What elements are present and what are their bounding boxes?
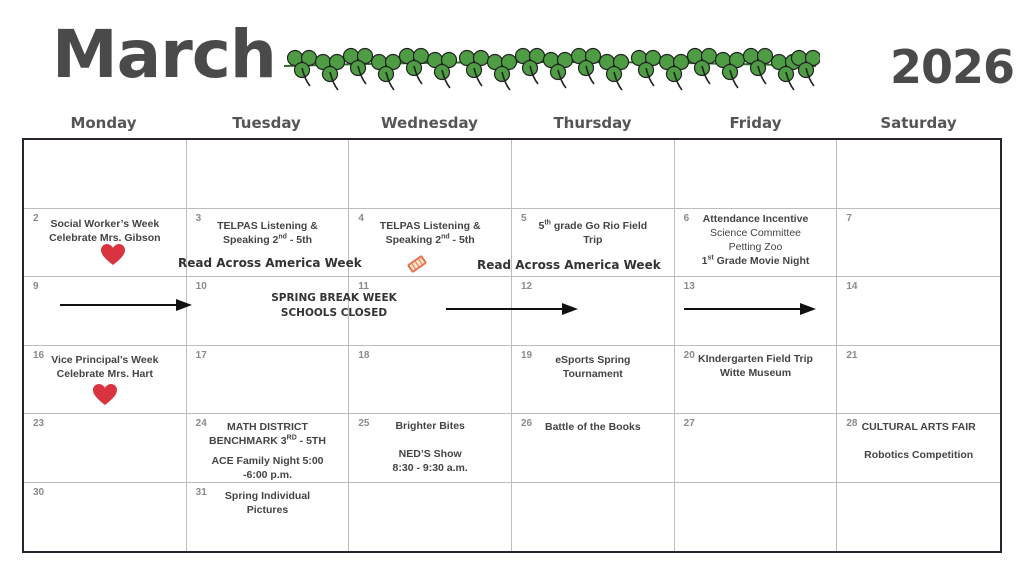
weekday-wednesday: Wednesday xyxy=(381,114,478,132)
event-text: Vice Principal’s Week xyxy=(51,353,159,366)
calendar-cell-empty xyxy=(512,483,675,552)
day-number: 4 xyxy=(358,212,364,224)
event-text: Speaking 2nd - 5th xyxy=(385,233,475,246)
day-number: 9 xyxy=(33,281,39,292)
calendar-cell-mar-17 xyxy=(187,346,350,415)
day-number: 25 xyxy=(358,418,370,429)
calendar-cell-empty xyxy=(349,483,512,552)
day-number: 5 xyxy=(521,212,527,224)
calendar-cell-mar-18 xyxy=(349,346,512,415)
weekday-saturday: Saturday xyxy=(880,114,957,132)
event-text: 5th grade Go Rio Field xyxy=(538,219,648,232)
heart-icon xyxy=(100,243,126,267)
day-number: 23 xyxy=(33,418,45,429)
event-text: Science Committee xyxy=(709,226,802,239)
weekday-tuesday: Tuesday xyxy=(232,114,301,132)
calendar-cell-mar-30 xyxy=(24,483,187,552)
event-text: Speaking 2nd - 5th xyxy=(222,233,313,246)
day-number: 24 xyxy=(195,418,207,429)
calendar-cell-mar-25 xyxy=(349,414,512,483)
event-text: KIndergarten Field Trip xyxy=(698,352,813,365)
read-across-america-label: Read Across America Week xyxy=(477,258,661,272)
calendar-grid xyxy=(22,138,1002,553)
calendar-cell-empty xyxy=(837,483,1000,552)
heart-icon xyxy=(92,383,118,407)
day-number: 18 xyxy=(358,349,370,361)
event-text: CULTURAL ARTS FAIR xyxy=(861,421,976,433)
spring-break-label xyxy=(262,291,406,321)
event-text: NED’S Show xyxy=(398,448,462,460)
event-text: Celebrate Mrs. Hart xyxy=(56,367,153,380)
calendar-cell-mar-16 xyxy=(24,346,187,415)
day-number: 2 xyxy=(33,212,39,224)
day-number: 26 xyxy=(521,418,533,429)
day-number: 31 xyxy=(195,486,207,498)
event-text: 1st Grade Movie Night xyxy=(701,254,810,267)
calendar-cell-mar-31 xyxy=(187,483,350,552)
day-number: 28 xyxy=(846,418,858,429)
day-number: 30 xyxy=(33,486,45,498)
event-text: Social Worker’s Week xyxy=(50,217,160,230)
event-text: TELPAS Listening & xyxy=(379,219,481,232)
day-number: 10 xyxy=(195,281,207,292)
calendar-cell-empty xyxy=(24,140,187,209)
day-number: 14 xyxy=(846,281,858,292)
event-text: Petting Zoo xyxy=(728,240,783,253)
event-text: Battle of the Books xyxy=(544,421,641,433)
read-across-america-label: Read Across America Week xyxy=(178,256,362,270)
day-number: 13 xyxy=(683,281,695,292)
event-text: Trip xyxy=(583,233,603,246)
event-text: eSports Spring xyxy=(555,353,631,366)
event-text: Witte Museum xyxy=(719,366,792,379)
weekday-thursday: Thursday xyxy=(553,114,632,132)
book-icon xyxy=(405,253,429,275)
event-text: BENCHMARK 3RD - 5TH xyxy=(209,434,326,447)
arrow-right-icon xyxy=(682,302,818,316)
schools-closed-text: SCHOOLS CLOSED xyxy=(280,307,388,319)
day-number: 20 xyxy=(683,349,695,361)
day-number: 11 xyxy=(358,281,369,292)
event-text: -6:00 p.m. xyxy=(242,469,292,481)
calendar-cell-mar-14 xyxy=(837,277,1000,346)
day-number: 7 xyxy=(846,212,852,224)
spring-break-title: SPRING BREAK WEEK xyxy=(271,292,397,304)
event-text: 8:30 - 9:30 a.m. xyxy=(392,462,468,474)
event-text: Pictures xyxy=(246,503,289,516)
calendar-cell-mar-20 xyxy=(675,346,838,415)
day-number: 17 xyxy=(195,349,207,361)
day-number: 21 xyxy=(846,349,858,361)
weekday-monday: Monday xyxy=(70,114,137,132)
calendar-cell-mar-19 xyxy=(512,346,675,415)
calendar-cell-mar-28 xyxy=(837,414,1000,483)
calendar-cell-mar-2 xyxy=(24,209,187,278)
calendar-cell-empty xyxy=(349,140,512,209)
event-text: Spring Individual xyxy=(224,489,311,502)
weekday-friday: Friday xyxy=(729,114,782,132)
shamrock-garland-icon xyxy=(280,38,820,94)
event-text: Attendance Incentive xyxy=(702,212,809,225)
calendar-cell-mar-26 xyxy=(512,414,675,483)
arrow-right-icon xyxy=(444,302,580,316)
calendar-cell-mar-7 xyxy=(837,209,1000,278)
arrow-right-icon xyxy=(58,298,194,312)
event-text: Robotics Competition xyxy=(864,449,974,461)
event-text: TELPAS Listening & xyxy=(217,219,318,232)
year-title: 2026 xyxy=(890,40,1015,94)
day-number: 12 xyxy=(521,281,533,292)
calendar-cell-mar-27 xyxy=(675,414,838,483)
calendar-cell-empty xyxy=(675,140,838,209)
day-number: 27 xyxy=(683,418,695,429)
event-text: MATH DISTRICT xyxy=(227,421,308,433)
event-text: Celebrate Mrs. Gibson xyxy=(49,231,161,244)
event-text: Brighter Bites xyxy=(395,420,465,432)
calendar-cell-empty xyxy=(837,140,1000,209)
calendar-cell-empty xyxy=(512,140,675,209)
day-number: 3 xyxy=(195,212,202,224)
calendar-cell-mar-21 xyxy=(837,346,1000,415)
event-text: ACE Family Night 5:00 xyxy=(211,455,324,467)
calendar-cell-mar-24 xyxy=(187,414,350,483)
day-number: 19 xyxy=(521,349,533,361)
calendar-cell-mar-23 xyxy=(24,414,187,483)
calendar-cell-empty xyxy=(187,140,350,209)
event-text: Tournament xyxy=(562,367,623,380)
day-number: 6 xyxy=(683,212,690,224)
month-title: March xyxy=(52,16,276,93)
calendar-cell-mar-6 xyxy=(675,209,838,278)
calendar-cell-empty xyxy=(675,483,838,552)
day-number: 16 xyxy=(33,349,45,361)
